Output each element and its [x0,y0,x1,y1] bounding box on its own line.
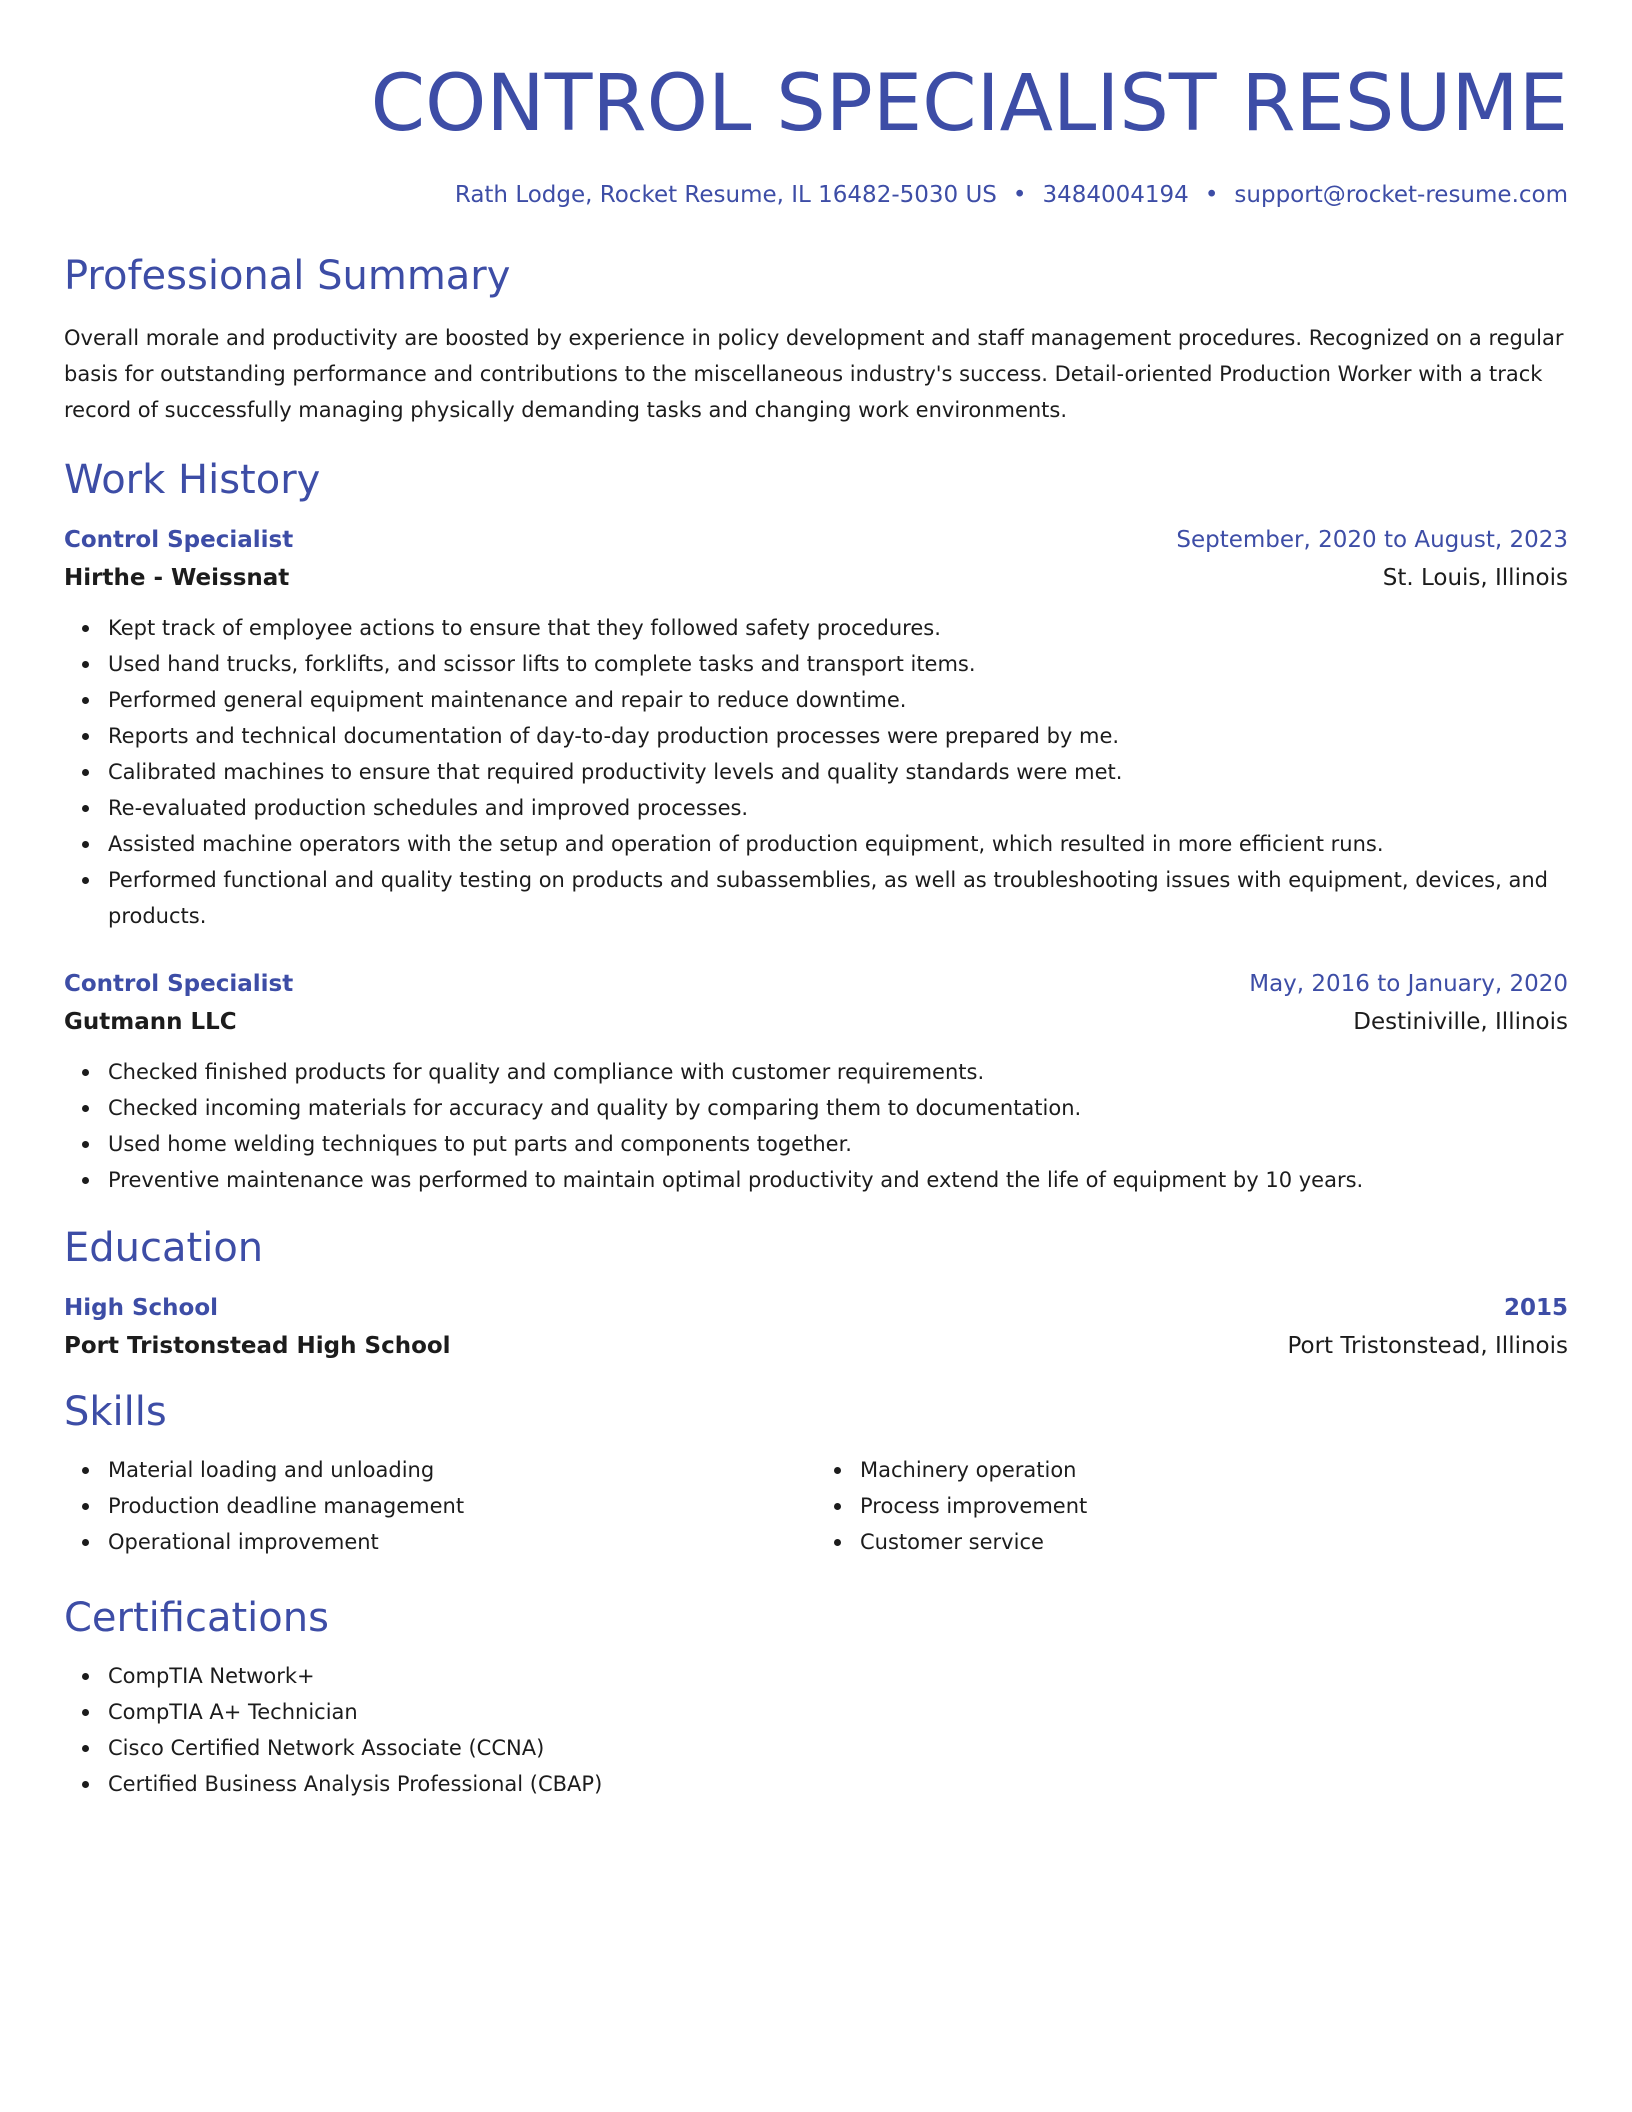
contact-email: support@rocket-resume.com [1234,182,1568,208]
job-header [64,524,1568,556]
job-company: Gutmann LLC [64,1009,237,1035]
job-company: Hirthe - Weissnat [64,565,290,591]
certifications-section [64,1594,1568,1802]
skill-item: Material loading and unloading [64,1452,816,1488]
skill-item: Operational improvement [64,1524,816,1560]
resume-title: CONTROL SPECIALIST RESUME [370,59,1568,149]
job-entry [64,524,1568,934]
job-duty: Used home welding techniques to put parts and components together. [64,1126,1568,1162]
job-duty: Reports and technical documentation of day-to-day production processes were prepared by me. [64,718,1568,754]
skill-item: Machinery operation [816,1452,1568,1488]
skill-item: Production deadline management [64,1488,816,1524]
education-section [64,1224,1568,1362]
skill-item: Process improvement [816,1488,1568,1524]
job-subheader [64,562,1568,594]
contact-line [64,180,1568,210]
job-duty: Calibrated machines to ensure that required productivity levels and quality standards were met. [64,754,1568,790]
summary-text: Overall morale and productivity are boosted by experience in policy development and staff management procedures. Recognized on a regular basis for outstanding performance and contributions to the miscellaneous industry's success. Detail-oriented Production Worker with a track record of successfully managing physically demanding tasks and changing work environments. [64,326,1564,422]
job-duty: Preventive maintenance was performed to maintain optimal productivity and extend the life of equipment by 10 years. [64,1162,1568,1198]
education-entry [64,1292,1568,1362]
education-degree: High School [64,1295,219,1321]
certifications-list [64,1658,1568,1802]
contact-address: Rath Lodge, Rocket Resume, IL 16482-5030 US [454,182,997,208]
job-location: St. Louis, Illinois [1382,565,1568,591]
job-duty: Used hand trucks, forklifts, and scissor lifts to complete tasks and transport items. [64,646,1568,682]
contact-phone: 3484004194 [1042,182,1189,208]
job-entry [64,968,1568,1198]
job-dates: September, 2020 to August, 2023 [1176,527,1568,553]
contact-separator: • [1012,182,1027,208]
certification-item: Cisco Certified Network Associate (CCNA) [64,1730,1568,1766]
skills-list-right [816,1452,1568,1560]
job-location: Destiniville, Illinois [1353,1009,1568,1035]
education-subheader [64,1330,1568,1362]
summary-heading: Professional Summary [64,253,511,299]
education-header [64,1292,1568,1324]
education-location: Port Tristonstead, Illinois [1287,1333,1568,1359]
education-school: Port Tristonstead High School [64,1333,451,1359]
job-duty: Performed functional and quality testing on products and subassemblies, as well as troubleshooting issues with equipment, devices, and products. [64,862,1568,934]
job-duties-list [64,1054,1568,1198]
work-history-section [64,456,1568,1198]
job-dates: May, 2016 to January, 2020 [1249,971,1568,997]
certification-item: CompTIA Network+ [64,1658,1568,1694]
certifications-heading: Certifications [64,1595,329,1641]
skills-section [64,1388,1568,1560]
skill-item: Customer service [816,1524,1568,1560]
job-title: Control Specialist [64,527,294,553]
contact-separator: • [1204,182,1219,208]
summary-section [64,252,1568,428]
job-duty: Kept track of employee actions to ensure that they followed safety procedures. [64,610,1568,646]
job-duty: Checked incoming materials for accuracy and quality by comparing them to documentation. [64,1090,1568,1126]
job-duty: Performed general equipment maintenance and repair to reduce downtime. [64,682,1568,718]
work-history-heading: Work History [64,457,321,503]
education-year: 2015 [1503,1295,1568,1321]
skills-heading: Skills [64,1389,167,1435]
job-header [64,968,1568,1000]
job-duty: Checked finished products for quality and compliance with customer requirements. [64,1054,1568,1090]
certification-item: CompTIA A+ Technician [64,1694,1568,1730]
job-subheader [64,1006,1568,1038]
education-heading: Education [64,1225,264,1271]
job-duty: Re-evaluated production schedules and improved processes. [64,790,1568,826]
certification-item: Certified Business Analysis Professional (CBAP) [64,1766,1568,1802]
job-duty: Assisted machine operators with the setup and operation of production equipment, which resulted in more efficient runs. [64,826,1568,862]
job-duties-list [64,610,1568,934]
skills-list-left [64,1452,816,1560]
job-title: Control Specialist [64,971,294,997]
skills-grid [64,1452,1568,1560]
